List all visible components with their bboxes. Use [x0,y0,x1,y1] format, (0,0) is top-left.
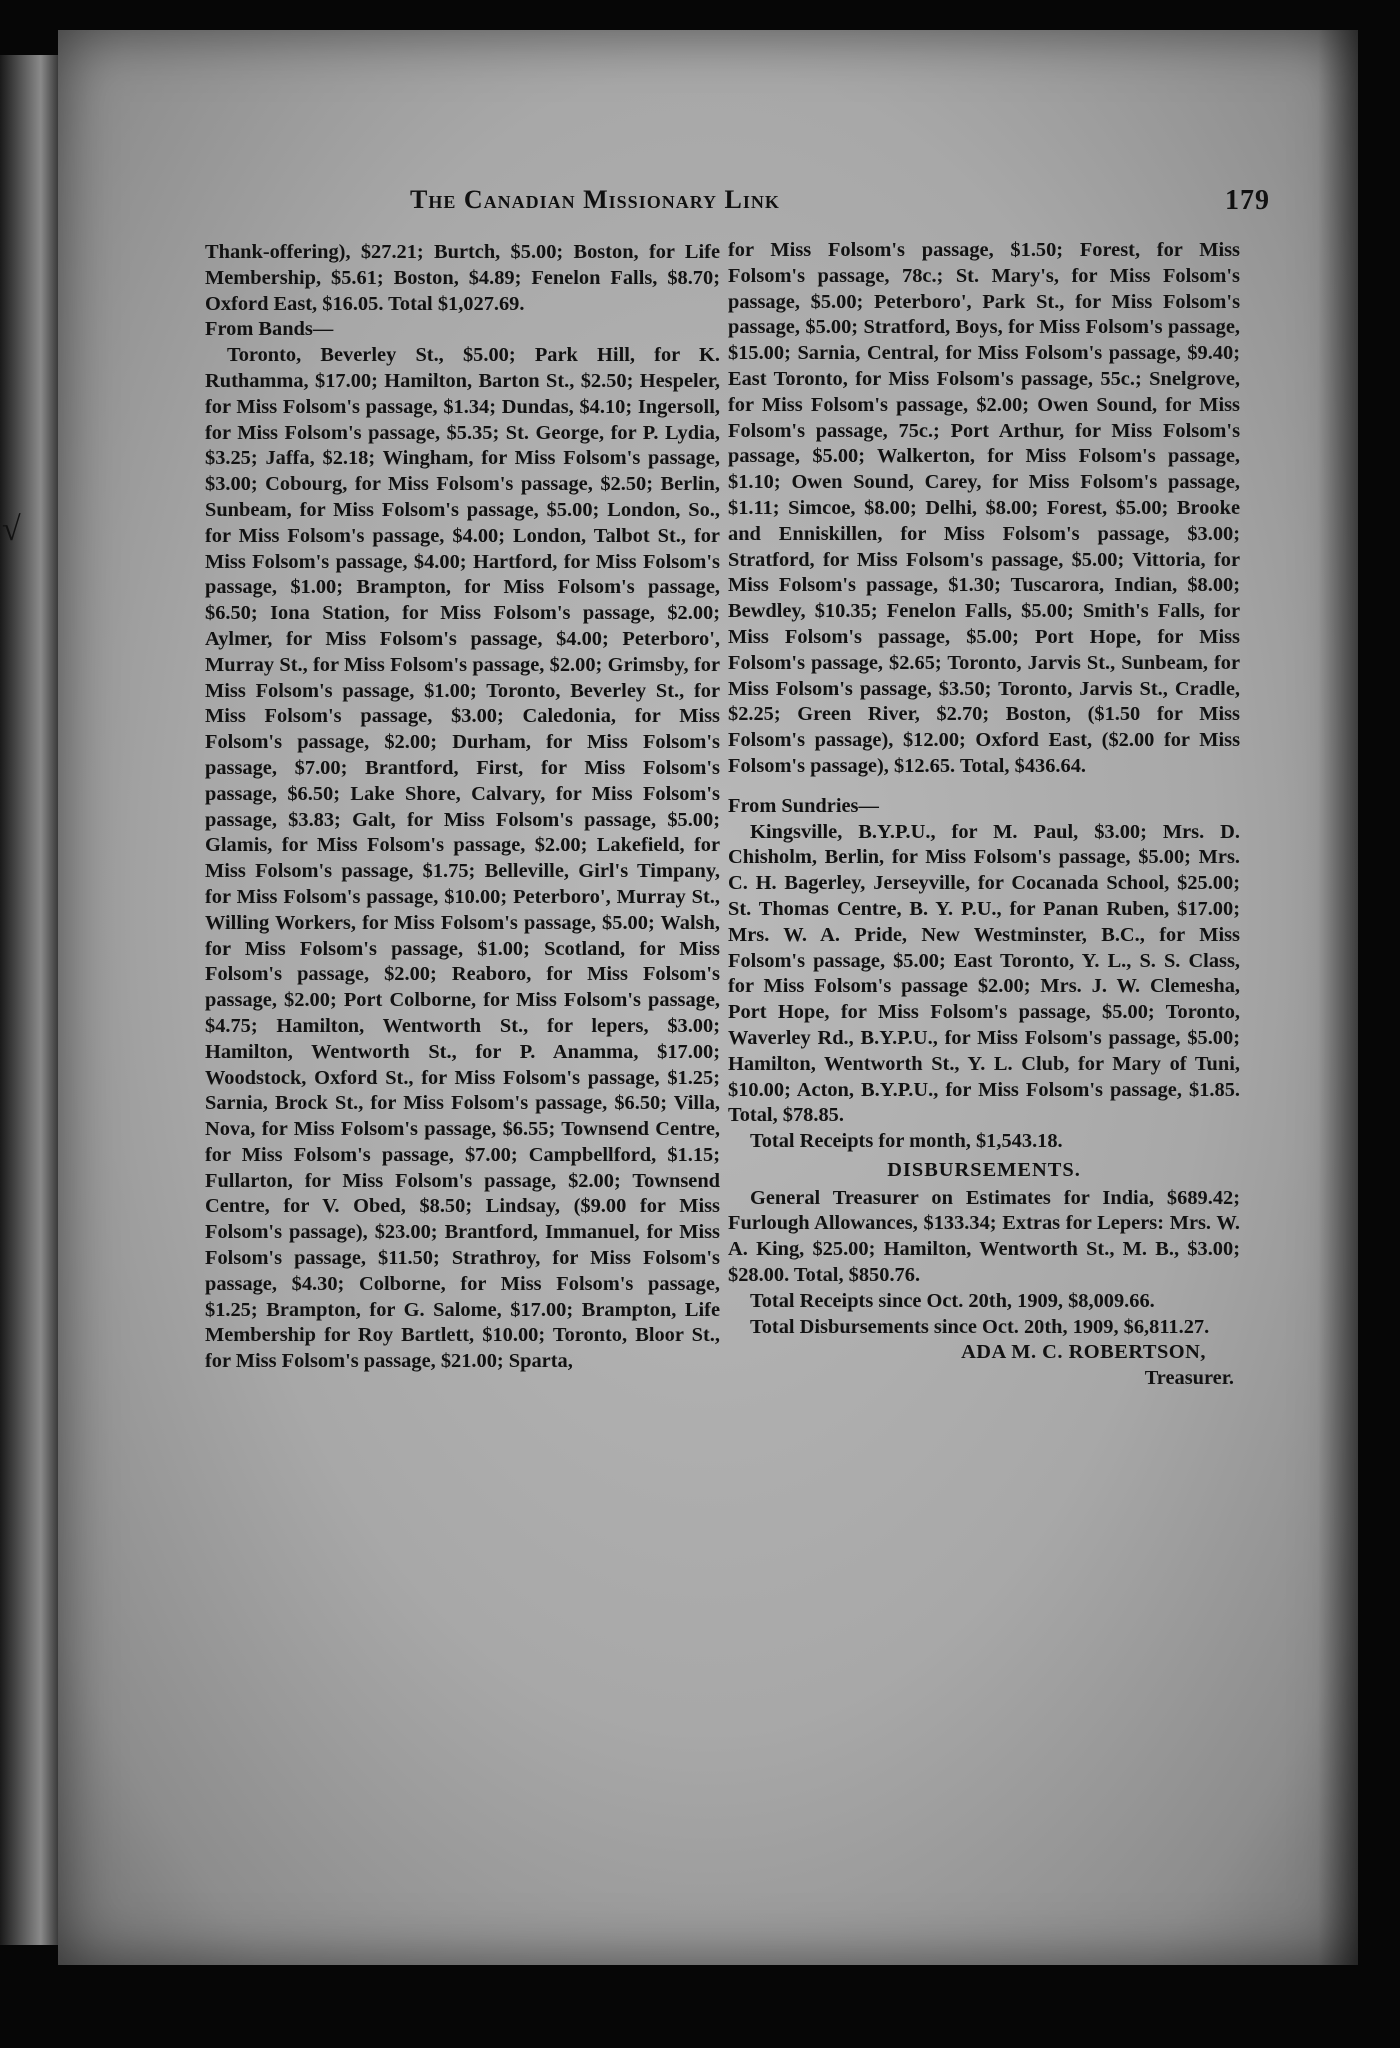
total-receipts-since: Total Receipts since Oct. 20th, 1909, $8,009.66. [750,1289,1155,1312]
total-receipts-month: Total Receipts for month, $1,543.18. [750,1130,1063,1153]
signature-title: Treasurer. [1144,1367,1234,1390]
page-number: 179 [1225,185,1270,216]
running-header [410,185,1270,221]
paragraph-disbursements: General Treasurer on Estimates for India, $689.42; Furlough Allowances, $133.34; Extras for Lepers: Mrs. W. A. King, $25.00; Hamilton, Wentworth St., M. B., $3.00; $28.00. Total, $850.76. [728,1186,1240,1287]
paragraph-bands-continued: for Miss Folsom's passage, $1.50; Forest, for Miss Folsom's passage, 78c.; St. Mary's, for Miss Folsom's passage, $5.00; Peterboro', Park St., for Miss Folsom's passage, $5.00; Stratford, Boys, for Miss Folsom's passage, $15.00; Sarnia, Central, for Miss Folsom's passage, $9.40; East Toronto, for Miss Folsom's passage, 55c.; Snelgrove, for Miss Folsom's passage, $2.00; Owen Sound, for Miss Folsom's passage, 75c.; Port Arthur, for Miss Folsom's passage, $5.00; Walkerton, for Miss Folsom's passage, $1.10; Owen Sound, Carey, for Miss Folsom's passage, $1.11; Simcoe, $8.00; Delhi, $8.00; Forest, $5.00; Brooke and Enniskillen, for Miss Folsom's passage, $3.00; Stratford, for Miss Folsom's passage, $5.00; Vittoria, for Miss Folsom's passage, $1.30; Tuscarora, Indian, $8.00; Bewdley, $10.35; Fenelon Falls, $5.00; Smith's Falls, for Miss Folsom's passage, $5.00; Port Hope, for Miss Folsom's passage, $2.65; Toronto, Jarvis St., Sunbeam, for Miss Folsom's passage, $3.50; Toronto, Jarvis St., Cradle, $2.25; Green River, $2.70; Boston, ($1.50 for Miss Folsom's passage), $12.00; Oxford East, ($2.00 for Miss Folsom's passage), $12.65. Total, $436.64. [728,239,1240,777]
paragraph-sundries: Kingsville, B.Y.P.U., for M. Paul, $3.00; Mrs. D. Chisholm, Berlin, for Miss Folsom's passage, $5.00; Mrs. C. H. Bagerley, Jerseyville, for Cocanada School, $25.00; St. Thomas Centre, B. Y. P.U., for Panan Ruben, $17.00; Mrs. W. A. Pride, New Westminster, B.C., for Miss Folsom's passage, $5.00; East Toronto, Y. L., S. S. Class, for Miss Folsom's passage $2.00; Mrs. J. W. Clemesha, Port Hope, for Miss Folsom's passage, $5.00; Toronto, Waverley Rd., B.Y.P.U., for Miss Folsom's passage, $5.00; Hamilton, Wentworth St., Y. L. Club, for Mary of Tuni, $10.00; Acton, B.Y.P.U., for Miss Folsom's passage, $1.85. Total, $78.85. [728,820,1240,1127]
section-heading-bands: From Bands— [205,318,334,341]
paragraph-bands: Toronto, Beverley St., $5.00; Park Hill, for K. Ruthamma, $17.00; Hamilton, Barton St., $2.50; Hespeler, for Miss Folsom's passage, $1.34; Dundas, $4.10; Ingersoll, for Miss Folsom's passage, $5.35; St. George, for P. Lydia, $3.25; Jaffa, $2.18; Wingham, for Miss Folsom's passage, $3.00; Cobourg, for Miss Folsom's passage, $2.50; Berlin, Sunbeam, for Miss Folsom's passage, $5.00; London, So., for Miss Folsom's passage, $4.00; London, Talbot St., for Miss Folsom's passage, $4.00; Hartford, for Miss Folsom's passage, $1.00; Brampton, for Miss Folsom's passage, $6.50; Iona Station, for Miss Folsom's passage, $2.00; Aylmer, for Miss Folsom's passage, $4.00; Peterboro', Murray St., for Miss Folsom's passage, $2.00; Grimsby, for Miss Folsom's passage, $1.00; Toronto, Beverley St., for Miss Folsom's passage, $3.00; Caledonia, for Miss Folsom's passage, $2.00; Durham, for Miss Folsom's passage, $7.00; Brantford, First, for Miss Folsom's passage, $6.50; Lake Shore, Calvary, for Miss Folsom's passage, $3.83; Galt, for Miss Folsom's passage, $5.00; Glamis, for Miss Folsom's passage, $2.00; Lakefield, for Miss Folsom's passage, $1.75; Belleville, Girl's Timpany, for Miss Folsom's passage, $10.00; Peterboro', Murray St., Willing Workers, for Miss Folsom's passage, $5.00; Walsh, for Miss Folsom's passage, $1.00; Scotland, for Miss Folsom's passage, $2.00; Reaboro, for Miss Folsom's passage, $2.00; Port Colborne, for Miss Folsom's passage, $4.75; Hamilton, Wentworth St., for lepers, $3.00; Hamilton, Wentworth St., for P. Anamma, $17.00; Woodstock, Oxford St., for Miss Folsom's passage, $1.25; Sarnia, Brock St., for Miss Folsom's passage, $6.50; Villa, Nova, for Miss Folsom's passage, $6.55; Townsend Centre, for Miss Folsom's passage, $7.00; Campbellford, $1.15; Fullarton, for Miss Folsom's passage, $2.00; Townsend Centre, for V. Obed, $8.50; Lindsay, ($9.00 for Miss Folsom's passage), $23.00; Brantford, Immanuel, for Miss Folsom's passage, $11.50; Strathroy, for Miss Folsom's passage, $4.30; Colborne, for Miss Folsom's passage, $1.25; Brampton, for G. Salome, $17.00; Brampton, Life Membership for Roy Bartlett, $10.00; Toronto, Bloor St., for Miss Folsom's passage, $21.00; Sparta, [205,344,720,1373]
margin-check-mark: √ [2,511,21,548]
signature-name: ADA M. C. ROBERTSON, [961,1341,1206,1364]
paragraph-thank-offering: Thank-offering), $27.21; Burtch, $5.00; Boston, for Life Membership, $5.61; Boston, $4.89; Fenelon Falls, $8.70; Oxford East, $16.05. Total $1,027.69. [205,241,720,315]
page-shadow-edge [1318,30,1358,1965]
facing-page-edge [0,55,58,1945]
section-heading-disbursements: DISBURSEMENTS. [887,1158,1081,1181]
section-heading-sundries: From Sundries— [728,794,879,817]
right-column [728,238,1240,1392]
publication-title: The Canadian Missionary Link [410,185,780,214]
total-disbursements-since: Total Disbursements since Oct. 20th, 1909, $6,811.27. [750,1315,1210,1338]
left-column [205,240,720,1375]
